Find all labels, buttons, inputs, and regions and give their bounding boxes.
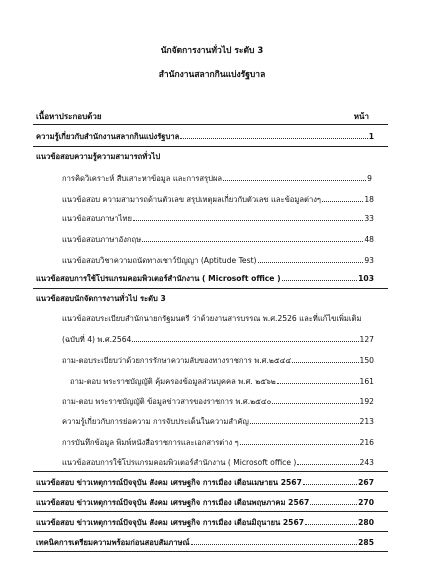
- leader-dots: [310, 497, 357, 505]
- section-heading-text: แนวข้อสอบนักจัดการงานทั่วไป ระดับ 3: [36, 294, 166, 303]
- toc-entry-text: แนวข้อสอบระเบียบสำนักนายกรัฐมนตรี ว่าด้วยงานสารบรรณ พ.ศ.2526 และที่แก้ไขเพิ่มเติม: [62, 314, 362, 323]
- leader-dots: [142, 234, 363, 242]
- leader-dots: [250, 416, 359, 424]
- leader-dots: [277, 376, 359, 384]
- section-rule: [33, 471, 388, 472]
- toc-entry: [36, 497, 374, 508]
- toc-entry-text: ถาม-ตอบ พระราชบัญญัติ คุ้มครองข้อมูลส่วนบุคคล พ.ศ. ๒๕๖๒: [70, 377, 276, 386]
- toc-entry-text: แนวข้อสอบ ข่าวเหตุการณ์ปัจจุบัน สังคม เศรษฐกิจ การเมือง เดือนเมษายน 2567: [36, 478, 302, 487]
- toc-entry-text: แนวข้อสอบภาษาไทย: [62, 214, 132, 223]
- toc-entry-text: แนวข้อสอบการใช้โปรแกรมคอมพิวเตอร์สำนักงาน ( Microsoft office ): [36, 274, 281, 283]
- leader-dots: [303, 477, 357, 485]
- toc-entry-text: แนวข้อสอบ ความสามารถด้านตัวเลข สรุปเหตุผลเกี่ยวกับตัวเลข และข้อมูลต่างๆ: [62, 195, 321, 204]
- toc-entry-text: การบันทึกข้อมูล พิมพ์หนังสือราชการและเอกสารต่าง ๆ: [62, 438, 239, 447]
- toc-entry: [62, 194, 374, 205]
- toc-entry-text: (ฉบับที่ 4) พ.ศ.2564: [62, 335, 132, 344]
- leader-dots: [191, 537, 358, 545]
- page-column-heading: หน้า: [353, 112, 369, 121]
- toc-entry-page: 192: [359, 397, 374, 406]
- section-rule: [33, 531, 388, 532]
- toc-entry-page: 18: [364, 195, 374, 204]
- leader-dots: [223, 173, 366, 181]
- leader-dots: [132, 334, 358, 342]
- section-rule: [33, 491, 388, 492]
- toc-entry: [62, 437, 374, 448]
- leader-dots: [133, 213, 363, 221]
- toc-entry-text: การคิดวิเคราะห์ สืบเสาะหาข้อมูล และการสรุปผล: [62, 174, 223, 183]
- leader-dots: [305, 517, 357, 525]
- toc-entry: [36, 537, 374, 548]
- toc-entry-text: แนวข้อสอบการใช้โปรแกรมคอมพิวเตอร์สำนักงาน ( Microsoft office ): [62, 458, 297, 467]
- section-rule: [33, 511, 388, 512]
- toc-entry: [62, 173, 372, 184]
- toc-entry-page: 48: [364, 235, 374, 244]
- toc-entry-page: 103: [358, 274, 374, 283]
- toc-entry-text: ถาม-ตอบ พระราชบัญญัติ ข้อมูลข่าวสารของราชการ พ.ศ.๒๕๔๐: [62, 397, 272, 406]
- toc-entry-page: 150: [359, 356, 374, 365]
- toc-entry-text: ถาม-ตอบระเบียบว่าด้วยการรักษาความลับของทางราชการ พ.ศ.๒๕๔๔: [62, 356, 292, 365]
- toc-entry-line1: [62, 314, 361, 324]
- toc-entry: [62, 213, 374, 224]
- toc-entry-text: แนวข้อสอบวิชาความถนัดทางเชาว์ปัญญา (Aptitude Test): [62, 256, 257, 265]
- toc-entry-text: ความรู้เกี่ยวกับสำนักงานสลากกินแบ่งรัฐบาล: [36, 132, 180, 141]
- toc-entry: [36, 273, 374, 284]
- leader-dots: [292, 355, 358, 363]
- toc-entry: [36, 517, 374, 528]
- section-heading: [36, 152, 160, 162]
- toc-entry: [62, 396, 374, 407]
- toc-entry-page: 285: [358, 538, 374, 547]
- toc-entry-page: 127: [359, 335, 374, 344]
- toc-entry-page: 280: [358, 518, 374, 527]
- toc-entry-text: แนวข้อสอบภาษาอังกฤษ: [62, 235, 142, 244]
- toc-entry-text: เทคนิคการเตรียมความพร้อมก่อนสอบสัมภาษณ์: [36, 538, 190, 547]
- section-heading: [36, 294, 166, 304]
- leader-dots: [322, 194, 363, 202]
- toc-entry-page: 216: [359, 438, 374, 447]
- section-rule: [33, 288, 388, 289]
- toc-entry-page: 93: [364, 256, 374, 265]
- section-heading-text: แนวข้อสอบความรู้ความสามารถทั่วไป: [36, 152, 161, 161]
- toc-entry: [70, 376, 374, 387]
- toc-entry: [62, 234, 374, 245]
- toc-entry-page: 267: [358, 478, 374, 487]
- leader-dots: [180, 131, 367, 139]
- leader-dots: [297, 457, 358, 465]
- toc-entry: [62, 355, 374, 366]
- toc-entry-page: 1: [368, 132, 374, 141]
- toc-entry: [36, 131, 374, 142]
- toc-entry-page: 213: [359, 417, 374, 426]
- leader-dots: [258, 255, 364, 263]
- toc-entry: [62, 255, 374, 266]
- document-title: นักจัดการงานทั่วไป ระดับ 3: [160, 46, 264, 56]
- toc-entry-text: แนวข้อสอบ ข่าวเหตุการณ์ปัจจุบัน สังคม เศรษฐกิจ การเมือง เดือนพฤษภาคม 2567: [36, 498, 310, 507]
- contents-heading: เนื้อหาประกอบด้วย: [36, 112, 102, 121]
- document-subtitle: สำนักงานสลากกินแบ่งรัฐบาล: [158, 70, 266, 80]
- leader-dots: [282, 273, 358, 281]
- section-rule: [33, 551, 388, 552]
- leader-dots: [240, 437, 359, 445]
- toc-entry-page: 9: [367, 174, 372, 183]
- toc-entry: [36, 477, 374, 488]
- toc-entry-page: 161: [359, 377, 374, 386]
- toc-entry-text: แนวข้อสอบ ข่าวเหตุการณ์ปัจจุบัน สังคม เศรษฐกิจ การเมือง เดือนมิถุนายน 2567: [36, 518, 305, 527]
- leader-dots: [272, 396, 358, 404]
- toc-entry-text: ความรู้เกี่ยวกับการย่อความ การจับประเด็นในความสำคัญ: [62, 417, 249, 426]
- section-rule: [33, 146, 388, 147]
- toc-entry-page: 33: [364, 214, 374, 223]
- toc-entry: [62, 334, 374, 345]
- toc-entry-page: 243: [359, 458, 374, 467]
- toc-entry-page: 270: [358, 498, 374, 507]
- toc-entry: [62, 457, 374, 468]
- header-rule: [33, 124, 388, 125]
- toc-entry: [62, 416, 374, 427]
